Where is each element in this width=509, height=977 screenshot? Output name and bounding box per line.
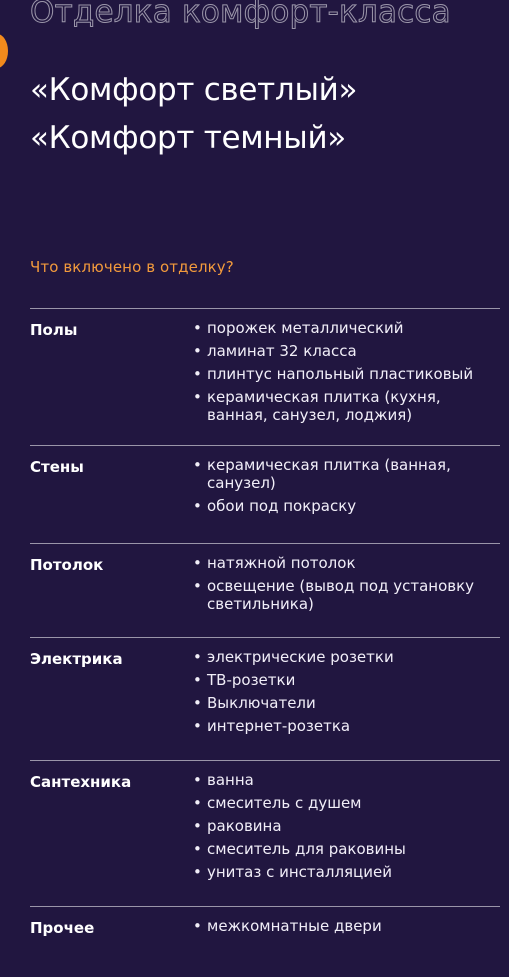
row-label: Прочее (30, 919, 95, 937)
list-item: • ванна (193, 771, 254, 789)
list-item: • освещение (вывод под установку светильника) (193, 577, 475, 613)
table-row-other (30, 906, 500, 977)
list-item: • интернет-розетка (193, 717, 351, 735)
item-list (193, 771, 500, 906)
list-item: • электрические розетки (193, 648, 394, 666)
outline-heading: Отделка комфорт-класса (30, 0, 451, 30)
list-item: • ламинат 32 класса (193, 342, 357, 360)
list-item: • плинтус напольный пластиковый (193, 365, 474, 383)
item-list (193, 554, 500, 637)
title-line-light: «Комфорт светлый» (30, 72, 358, 108)
list-item: • межкомнатные двери (193, 917, 382, 935)
row-label: Потолок (30, 556, 104, 574)
list-item: • натяжной потолок (193, 554, 356, 572)
item-list (193, 456, 500, 543)
list-item: • порожек металлический (193, 319, 404, 337)
list-item: • обои под покраску (193, 497, 357, 515)
section-question: Что включено в отделку? (30, 258, 234, 276)
finishing-table (30, 308, 500, 977)
table-row-electrical (30, 637, 500, 760)
list-item: • смеситель для раковины (193, 840, 406, 858)
table-row-walls (30, 445, 500, 543)
row-label: Электрика (30, 650, 123, 668)
list-item: • смеситель с душем (193, 794, 362, 812)
item-list (193, 319, 500, 445)
accent-dot (0, 34, 8, 68)
item-list (193, 648, 500, 760)
list-item: • ТВ-розетки (193, 671, 296, 689)
list-item: • Выключатели (193, 694, 316, 712)
table-row-plumbing (30, 760, 500, 906)
table-row-ceiling (30, 543, 500, 637)
row-label: Полы (30, 321, 78, 339)
item-list (193, 917, 500, 977)
row-label: Сантехника (30, 773, 132, 791)
list-item: • раковина (193, 817, 282, 835)
row-label: Стены (30, 458, 84, 476)
page-title (30, 66, 500, 162)
list-item: • керамическая плитка (кухня, ванная, санузел, лоджия) (193, 388, 441, 424)
table-row-floors (30, 308, 500, 445)
list-item: • керамическая плитка (ванная, санузел) (193, 456, 451, 492)
title-line-dark: «Комфорт темный» (30, 120, 346, 156)
list-item: • унитаз с инсталляцией (193, 863, 392, 881)
